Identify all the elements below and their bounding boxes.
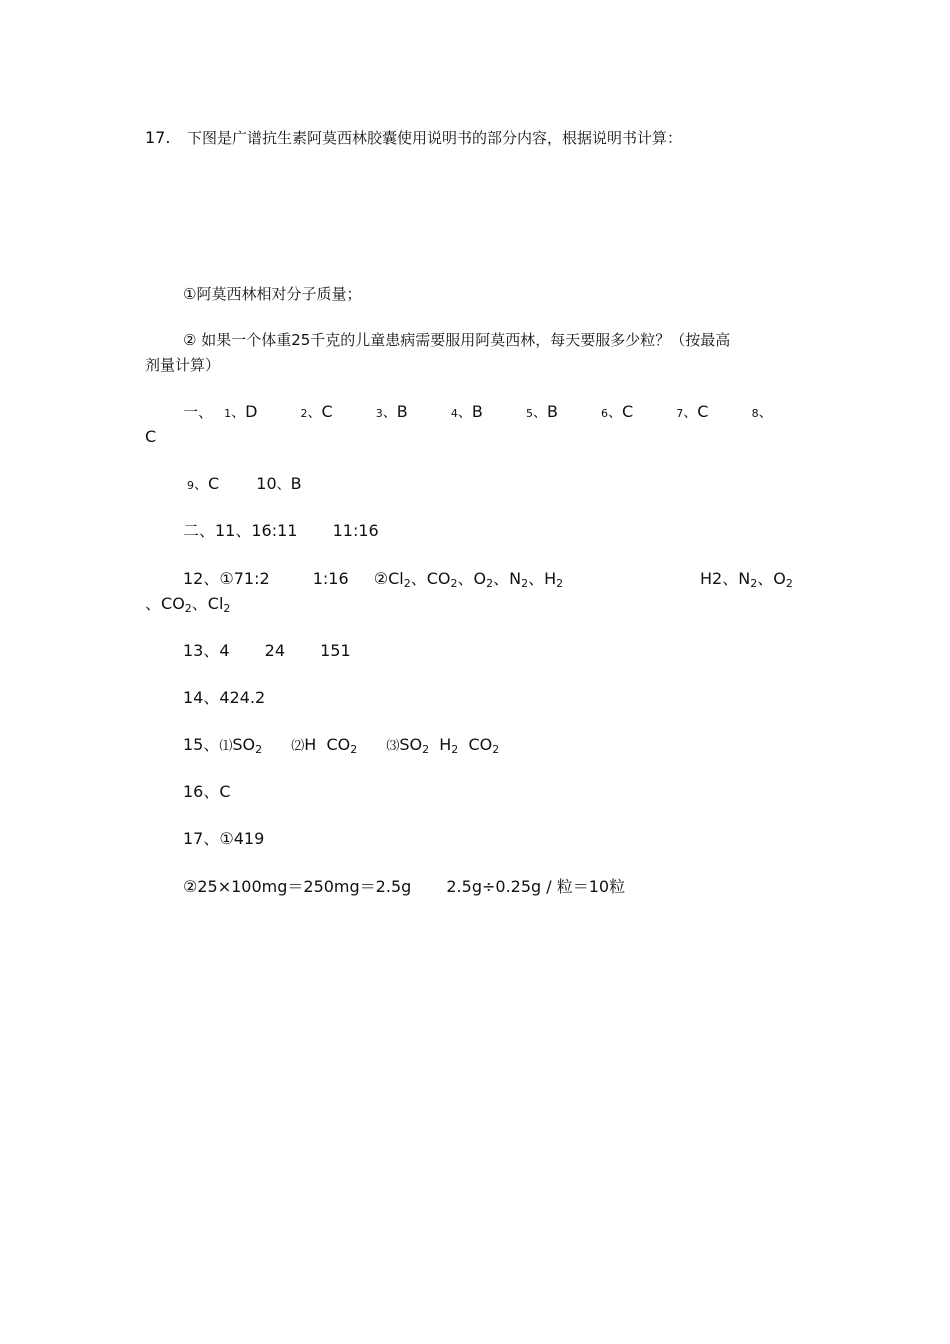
- answer-17-2: ②25×100mg＝250mg＝2.5g 2.5g÷0.25g / 粒＝10粒: [183, 877, 626, 896]
- answer-17-1: 17、①419: [183, 829, 265, 848]
- answer-item: 2、C: [300, 402, 333, 421]
- answer-item-number: 8、: [751, 405, 773, 421]
- answer-item: 1、D: [224, 402, 258, 421]
- answers-section-1-row-2: [187, 473, 302, 497]
- question-number: 17.: [145, 128, 171, 147]
- answer-item: 4、B: [450, 402, 483, 421]
- answer-item-8-value: C: [145, 427, 157, 446]
- answer-12-ratio-2: 1:16: [312, 569, 349, 588]
- answer-12: 12、①71:2 1:16 $②Cl_2$、$CO_2$、$O_2$、$N_2$、$H_2$: [183, 569, 564, 590]
- answer-item: 5、B: [525, 402, 558, 421]
- answer-15: 15、$⑴SO_2$ ⑵H $CO_2$ $⑶SO_2$ $H_2$ $CO_2$: [183, 735, 500, 756]
- answer-12-order: H2、$N_2$、$O_2$: [700, 569, 793, 590]
- answer-item: 10、B: [256, 474, 302, 493]
- answer-13: 13、4 24 151: [183, 641, 351, 660]
- answer-11-b: 11:16: [332, 521, 379, 540]
- question-part-1: ①阿莫西林相对分子质量；: [183, 285, 362, 303]
- question-part-2-line-1: ② 如果一个体重25千克的儿童患病需要服用阿莫西林，每天要服多少粒？（按最高: [183, 331, 731, 349]
- answer-14: 14、424.2: [183, 688, 266, 707]
- answer-item: 7、C: [676, 402, 709, 421]
- answer-item: 3、B: [375, 402, 408, 421]
- question-text: 下图是广谱抗生素阿莫西林胶囊使用说明书的部分内容，根据说明书计算：: [187, 129, 683, 147]
- answer-item: 9、C: [187, 474, 220, 493]
- answers-section-1-row-1: [183, 401, 773, 425]
- answer-11: 二、11、16:11 11:16: [183, 521, 379, 540]
- answer-item: 6、C: [601, 402, 634, 421]
- question-part-2-line-2: 剂量计算）: [145, 356, 221, 374]
- answer-12-order-cont: 、$CO_2$、$Cl_2$: [145, 594, 231, 615]
- answer-16: 16、C: [183, 782, 231, 801]
- section-1-prefix: 一、: [183, 403, 214, 421]
